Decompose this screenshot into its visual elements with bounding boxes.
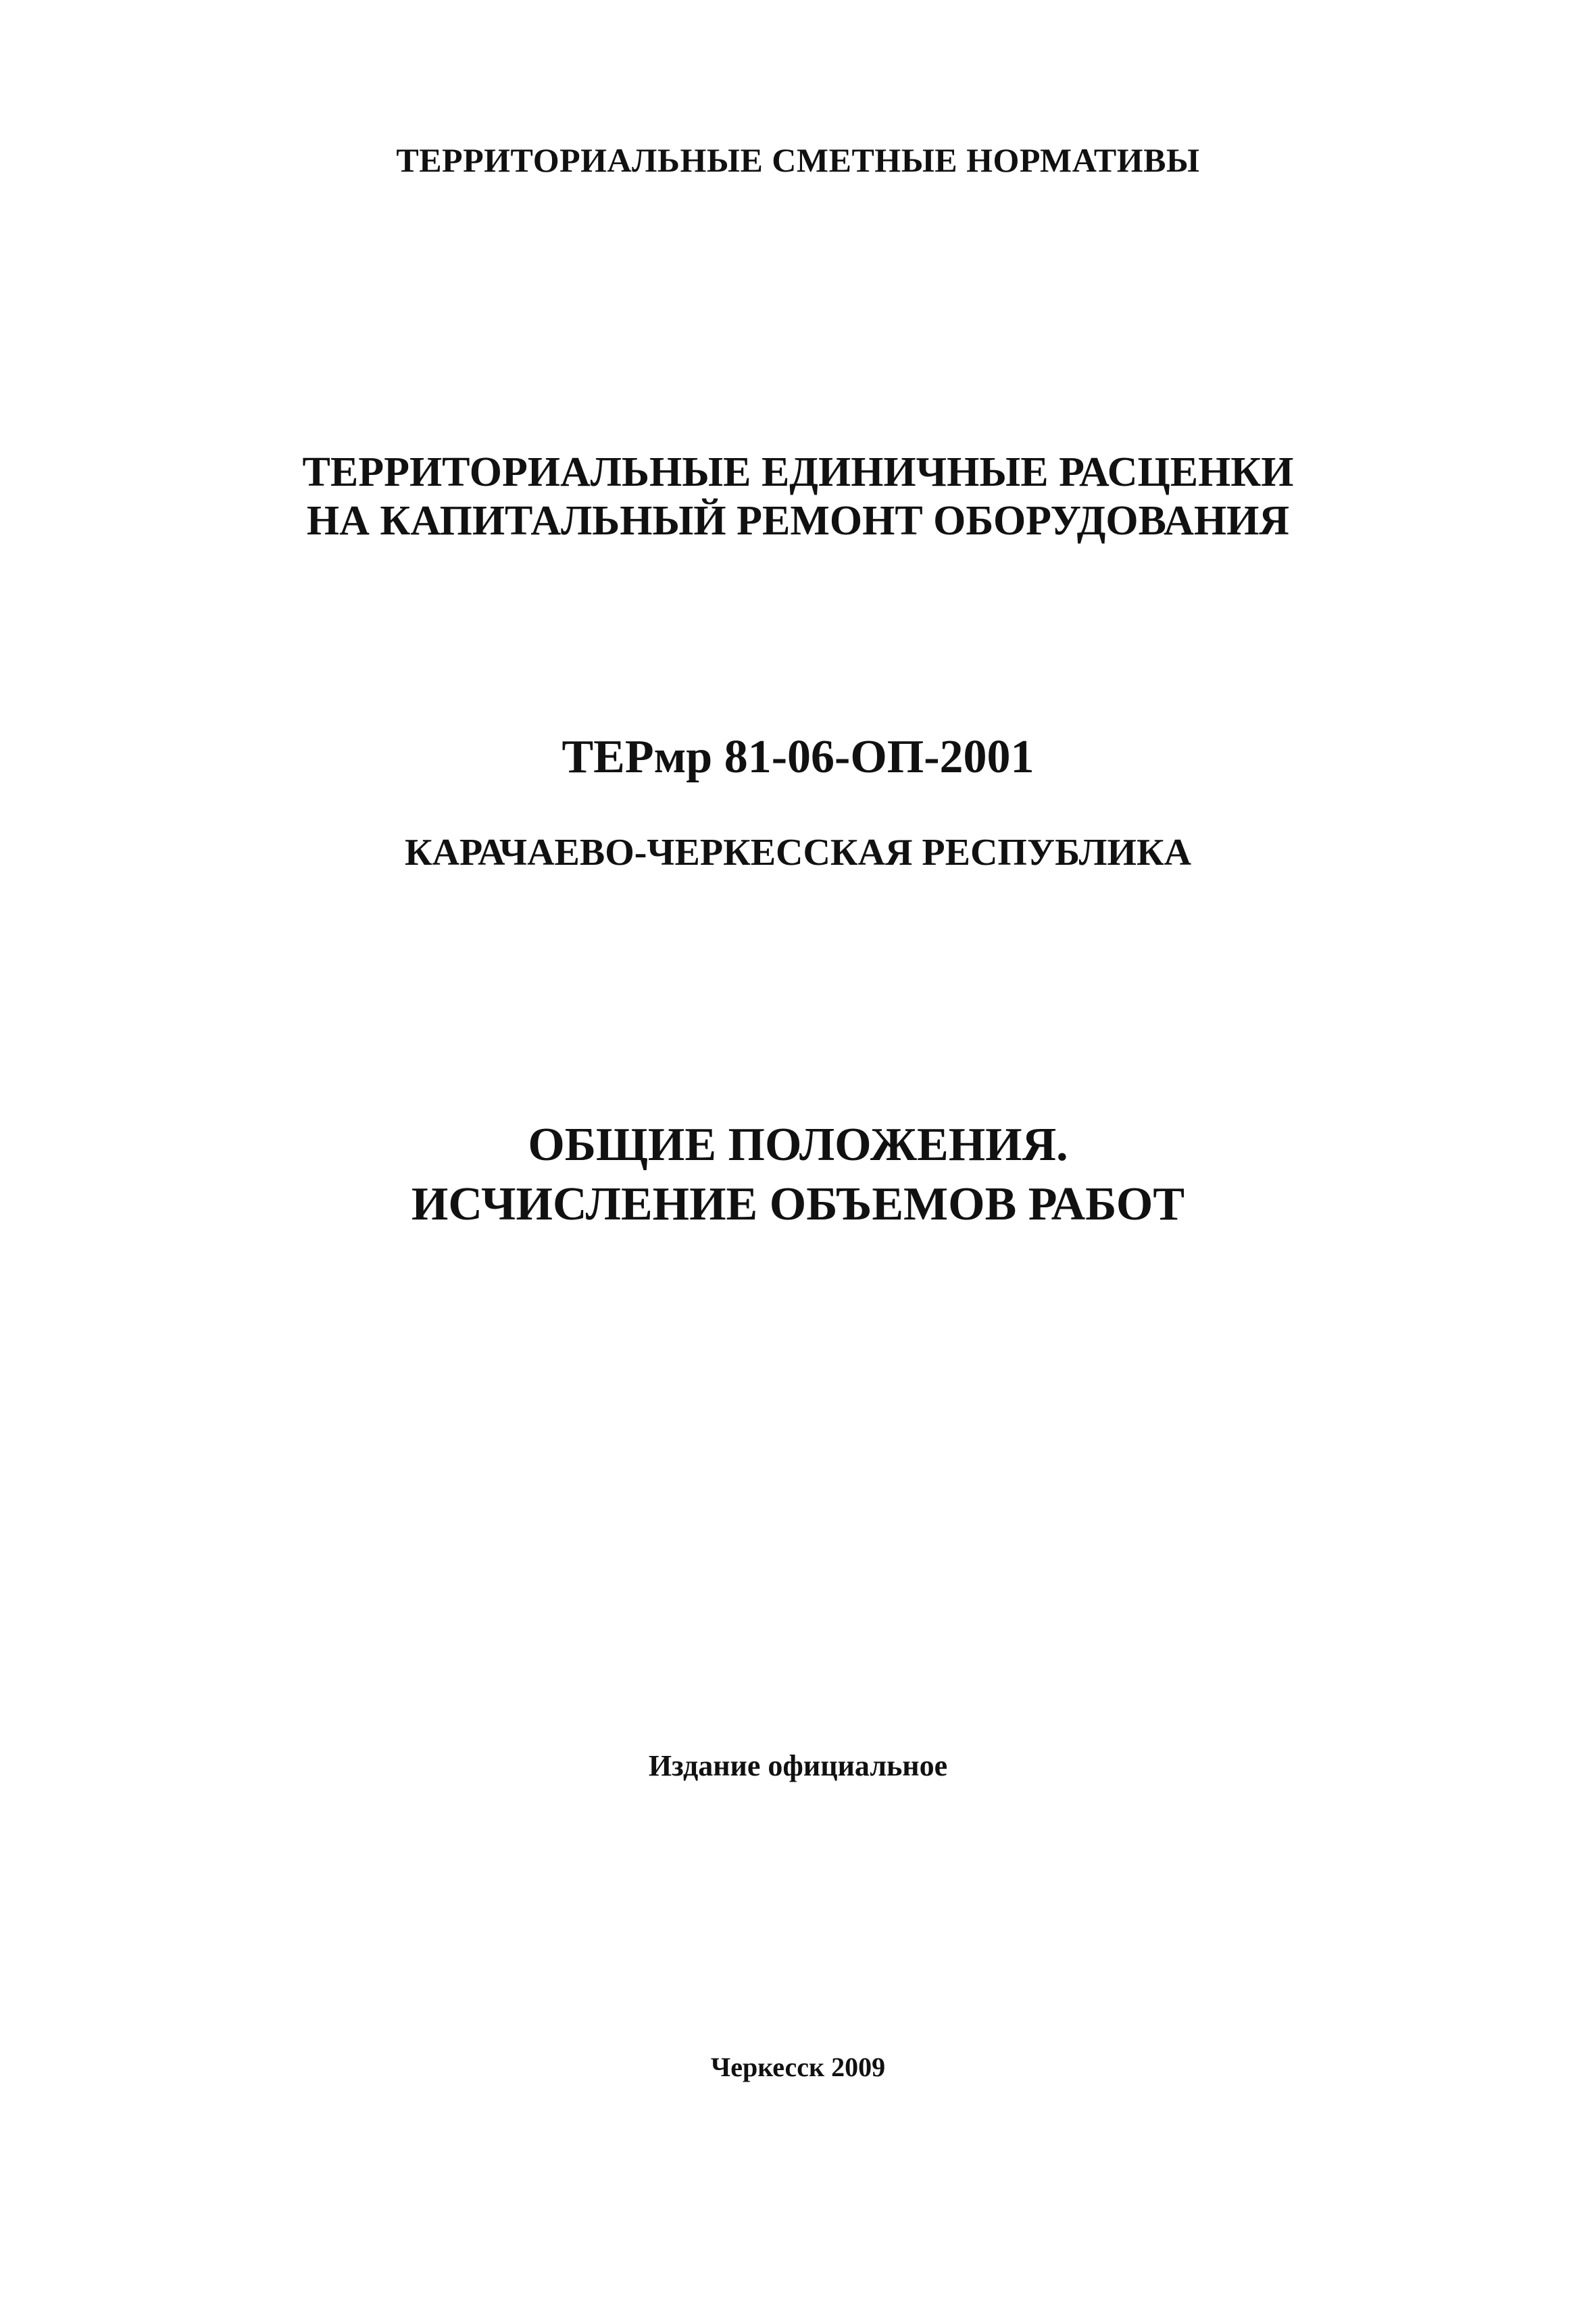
main-title-line-2: НА КАПИТАЛЬНЫЙ РЕМОНТ ОБОРУДОВАНИЯ — [306, 498, 1290, 544]
region-name: КАРАЧАЕВО-ЧЕРКЕССКАЯ РЕСПУБЛИКА — [404, 832, 1192, 874]
place-and-year: Черкесск 2009 — [710, 2052, 886, 2082]
edition-note: Издание официальное — [648, 1749, 948, 1782]
section-title-line-2: ИСЧИСЛЕНИЕ ОБЪЕМОВ РАБОТ — [411, 1178, 1185, 1230]
section-title-line-1: ОБЩИЕ ПОЛОЖЕНИЯ. — [528, 1119, 1068, 1171]
series-title: ТЕРРИТОРИАЛЬНЫЕ СМЕТНЫЕ НОРМАТИВЫ — [396, 141, 1200, 179]
document-code: ТЕРмр 81-06-ОП-2001 — [562, 731, 1034, 783]
main-title-line-1: ТЕРРИТОРИАЛЬНЫЕ ЕДИНИЧНЫЕ РАСЦЕНКИ — [302, 449, 1294, 495]
